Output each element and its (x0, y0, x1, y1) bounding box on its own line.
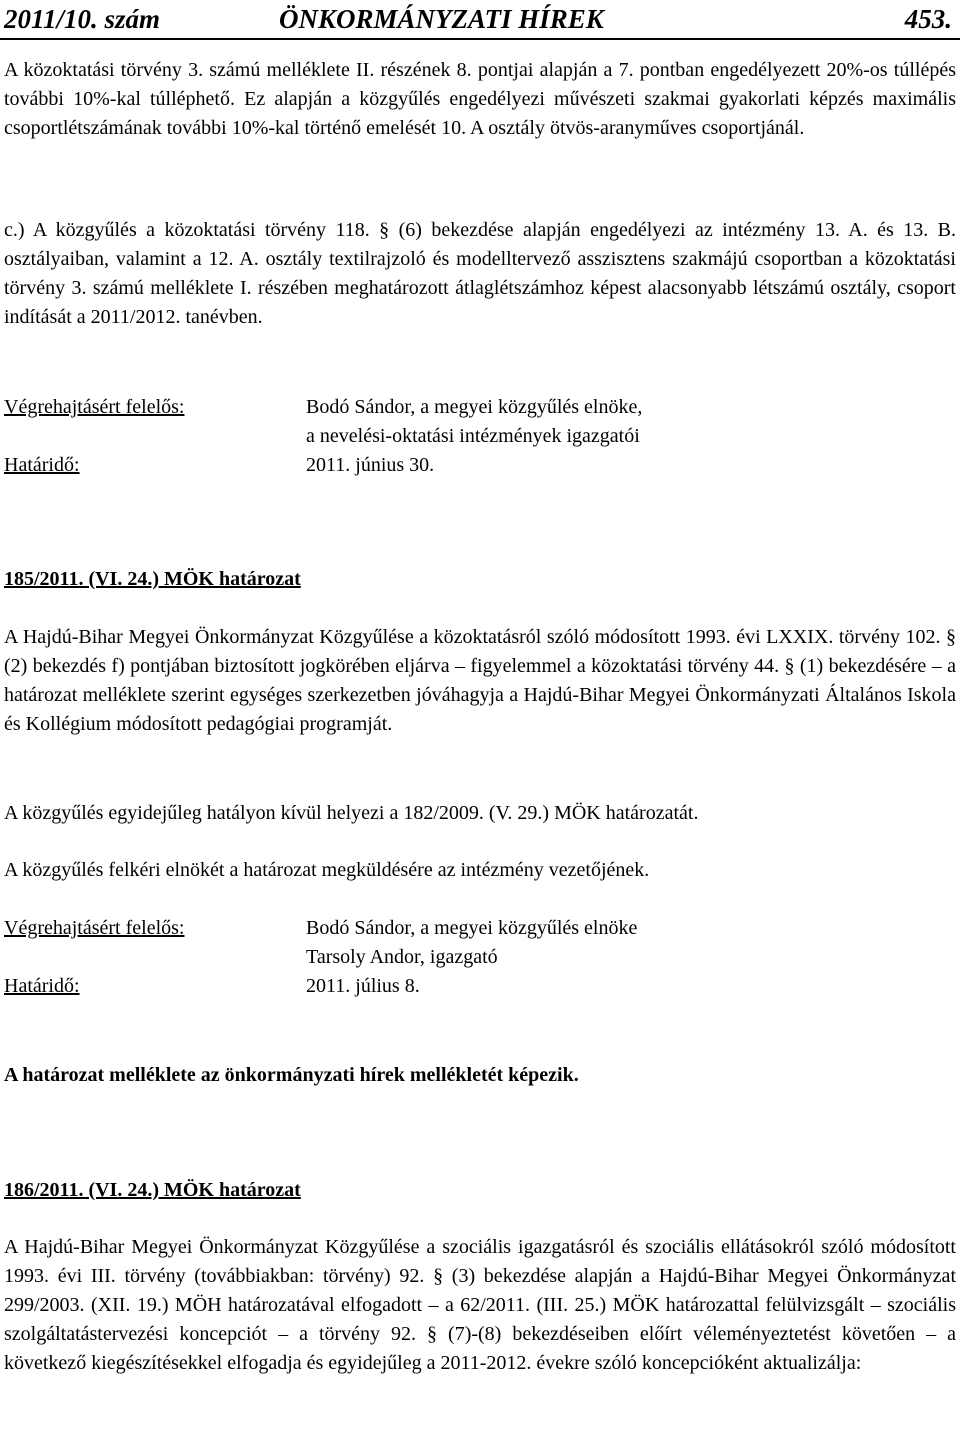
publication-title: ÖNKORMÁNYZATI HÍREK (279, 4, 604, 34)
resolution-185-responsible-label: Végrehajtásért felelős: (4, 917, 185, 939)
resolution-185-deadline-value: 2011. július 8. (306, 975, 420, 997)
section1-paragraph-1: A közoktatási törvény 3. számú melléklete II. részének 8. pontjai alapján a 7. pontban engedélyezett 20%-os túllépés további 10%-kal túlléphető. Ez alapján a közgyűlés engedélyezi művészeti szakmai gyakorlati képzés maximális csoportlétszámának további 10%-kal történő emelését 10. A osztály ötvös-aranyműves csoportjánál. (4, 59, 956, 139)
resolution-185-deadline-label: Határidő: (4, 975, 80, 997)
resolution-185-paragraph-3: A közgyűlés felkéri elnökét a határozat megküldésére az intézmény vezetőjének. (4, 859, 650, 881)
resolution-185-responsible-line-2: Tarsoly Andor, igazgató (306, 946, 498, 968)
resolution-185-title: 185/2011. (VI. 24.) MÖK határozat (4, 568, 301, 590)
page-number: 453. (904, 4, 952, 34)
section1-paragraph-c: c.) A közgyűlés a közoktatási törvény 118. § (6) bekezdése alapján engedélyezi az intézmény 13. A. és 13. B. osztályaiban, valamint a 12. A. osztály textilrajzoló és modelltervező asszisztens szakmájú csoportban a közoktatási törvény 3. számú melléklete I. részében meghatározott átlaglétszámhoz képest alacsonyabb létszámú osztály, csoport indítását a 2011/2012. tanévben. (4, 219, 956, 328)
resolution-185-annex-note: A határozat melléklete az önkormányzati hírek mellékletét képezik. (4, 1064, 579, 1086)
resolution-185-paragraph-1: A Hajdú-Bihar Megyei Önkormányzat Közgyűlése a közoktatásról szóló módosított 1993. évi LXXIX. törvény 102. § (2) bekezdés f) pontjában biztosított jogkörében eljárva – figyelemmel a közoktatási törvény 44. § (1) bekezdésére – a határozat melléklete szerint egységes szerkezetben jóváhagyja a Hajdú-Bihar Megyei Önkormányzati Általános Iskola és Kollégium módosított pedagógiai programját. (4, 626, 956, 735)
resolution-186-title: 186/2011. (VI. 24.) MÖK határozat (4, 1179, 301, 1201)
responsible-line-1: Bodó Sándor, a megyei közgyűlés elnöke, (306, 396, 643, 418)
resolution-186-paragraph-1: A Hajdú-Bihar Megyei Önkormányzat Közgyűlése a szociális igazgatásról és szociális ellátásokról szóló módosított 1993. évi III. törvény (továbbiakban: törvény) 92. § (3) bekezdése alapján a Hajdú-Bihar Megyei Önkormányzat 299/2003. (XII. 19.) MÖH határozatával elfogadott – a 62/2011. (III. 25.) MÖK határozattal felülvizsgált – szociális szolgáltatástervezési koncepciót – a törvény 92. § (7)-(8) bekezdéseiben előírt véleményeztetést követően – a következő kiegészítésekkel elfogadja és egyidejűleg a 2011-2012. évekre szóló koncepcióként aktualizálja: (4, 1236, 956, 1374)
responsible-line-2: a nevelési-oktatási intézmények igazgatói (306, 425, 640, 447)
deadline-value: 2011. június 30. (306, 454, 435, 476)
resolution-185-responsible-line-1: Bodó Sándor, a megyei közgyűlés elnöke (306, 917, 638, 939)
deadline-label: Határidő: (4, 454, 80, 476)
page-header (0, 0, 960, 40)
resolution-185-paragraph-2: A közgyűlés egyidejűleg hatályon kívül helyezi a 182/2009. (V. 29.) MÖK határozatát. (4, 802, 699, 824)
issue-number: 2011/10. szám (4, 4, 161, 34)
responsible-label: Végrehajtásért felelős: (4, 396, 185, 418)
